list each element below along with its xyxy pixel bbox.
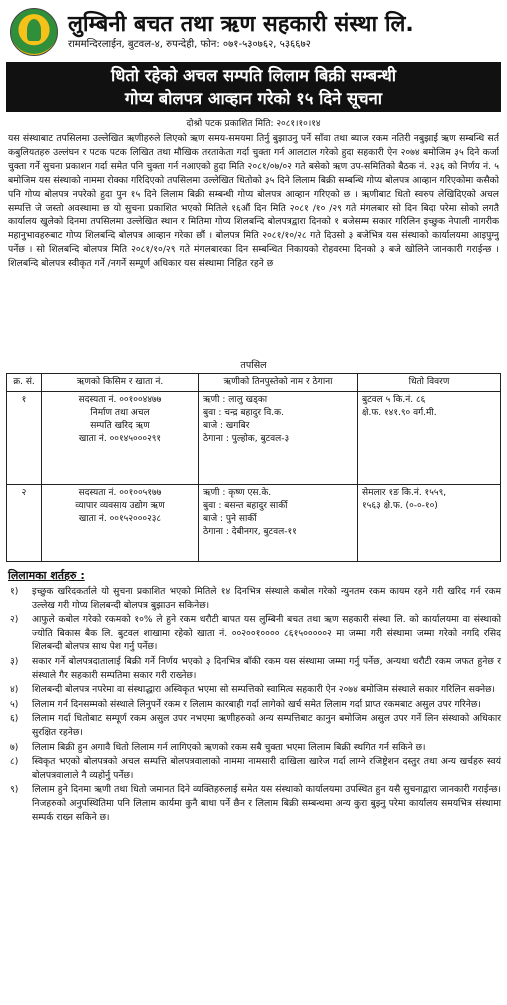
condition-text: आफुले कबोल गरेको रकमको १०% ले हुने रकम धरौटी बापत यस लुम्बिनी बचत तथा ऋण सहकारी संस्था लि. को कार्यालयमा वा संस्थाको ज्योति बिकास बैक लि. बुटवल शाखामा रहेको खाता नं. ००२००१०००० ८६१५०००००२ मा जम्मा गरी संस्थामा जम्मा गरेको नगदि रसिद शिलबन्दी बोलपत्र साथ पेश गर्नु पर्नेछ।	[32, 614, 501, 653]
borrower-address: ठेगाना : पुल्होक, बुटवल-३	[203, 434, 290, 444]
borrower-grandfather: बाजे : खगबिर	[203, 421, 250, 431]
org-address: राममन्दिरलाईन, बुटवल-४, रुपन्देही, फोन: ०७१-५३०७६२, ५३६६७२	[68, 39, 311, 50]
borrower-grandfather: बाजे : पुने सार्की	[203, 514, 257, 524]
loan-membership: सदस्यता नं. ००१००४४७७	[78, 395, 162, 405]
list-item	[6, 683, 501, 697]
condition-number: ६)	[10, 713, 19, 725]
header-borrower: ऋणीको तिनपुस्तेको नाम र ठेगाना	[199, 374, 358, 392]
condition-number: २)	[10, 614, 19, 626]
condition-number: १)	[10, 586, 19, 597]
intro-paragraph: यस संस्थाबाट तपसिलमा उल्लेखित ऋणीहरुले लिएको ऋण समय-समयमा तिर्नु बुझाउनु पर्ने साँवा तथा ब्याज रकम नतिरी नबुझाई ऋण सम्बन्धि सर्त कबुलियतहरु उल्लंघन र पटक पटक लिखित तथा मौखिक तरताकेता गर्दा चुक्ता गर्न आलटाल गरेको हुदा सहकारी ऐन २०७४ बमोजिम ३५ दिने कर्जा चुक्ता गर्ने सुचना प्रकाशन गर्दा समेत पनि चुक्ता गर्न नआएको हुदा मिति २०८१/०७/०२ गते बसेको ऋण उप-समितिको बैठक नं. २३६ को निर्णय नं. ५ बमोजिम यस संस्थाको नाममा रोक्का गरिदिएको तपसिलमा उल्लेखित धितोको ३५ दिने लिलाम बिक्री सम्बन्धि गोप्य बोलपत्र आव्हान गरिएकोमा कसैको पनि गोप्य बोलपत्र नपरेको हुदा पुन १५ दिने लिलाम बिक्री सम्बन्धी गोप्य बोलपत्र आव्हान गरिएको छ । ऋणीबाट धितो स्वरुप लेखिदिएको अचल सम्पत्ति जे जस्तो अवस्थामा छ यो सुचना प्रकाशित भएको मितिले १६औं दिन मिति २०८१ /१० /२९ गते मंगलबार सो दिन बिदा परेमा सोको लगतै कार्यालय खुलेको दिनमा तपसिलमा उल्लेखित स्थान र मितिमा गोप्य शिलबन्दि बोलपत्रद्वारा दिनको १ बजेसम्म सकार गरिलिन इच्छुक नेपाली नागरीक महानुभावहरुबाट गोप्य शिलबन्दि बोलपत्र आव्हान गरेका छौं । बोलपत्र मिति २०८१/१०/२८ गते दिउसो ३ बजेभित्र यस संस्थाको कार्यालयमा आइपुग्नु पर्नेछ । सो शिलबन्दि बोलपत्र मिति २०८१/१०/२९ गते मंगलबारका दिन सम्बन्धित निकायको रोहवरमा दिनको ३ बजे खोलिने जानकारी गराईन्छ । शिलबन्दि बोलपत्र स्वीकृत गर्ने /नगर्ने सम्पूर्ण अधिकार यस संस्थामा निहित रहने छ	[8, 133, 499, 270]
table-header-row	[7, 374, 501, 392]
collateral-plot: बुटवल ५ कि.नं. ८६	[362, 395, 426, 405]
condition-text: शिलबन्दी बोलपत्र नपरेमा वा संस्थाद्धारा अस्विकृत भएमा सो सम्पत्तिको स्वामित्व सहकारी ऐन २०७४ बमोजिम संस्थाले सकार गरिलिन सक्नेछ।	[32, 684, 496, 696]
publication-date: दोश्रो पटक प्रकाशित मिति: २०८१।१०।१४	[186, 119, 321, 129]
collateral-area: १५६३ क्षे.फ. (०-०-१०)	[362, 501, 438, 511]
loan-account: खाता नं. ००१४५०००२९१	[78, 434, 162, 444]
condition-text: लिलाम गर्न दिनसम्मको संस्थाले लिनुपर्ने रकम र लिलाम कारबाही गर्दा लागेको खर्च समेत लिलाम गर्दा प्राप्त रकमबाट असुल उपर गरिनेछ।	[32, 698, 481, 710]
notice-title-line1: धितो रहेको अचल सम्पति लिलाम बिक्री सम्बन्धी	[110, 66, 397, 85]
condition-number: ४)	[10, 684, 19, 696]
row-borrower	[199, 392, 358, 485]
list-item	[6, 755, 501, 782]
condition-text: लिलाम बिक्री हुन अगावै धितो लिलाम गर्न लागिएको ऋणको रकम सबै चुक्ता भएमा लिलाम बिक्री स्थगित गर्न सकिने छ।	[32, 741, 426, 753]
list-item	[6, 712, 501, 739]
condition-number: ३)	[10, 655, 19, 667]
row-borrower	[199, 485, 358, 562]
loan-type-cont: सम्पति खरिद ऋण	[90, 421, 150, 431]
header-text	[68, 12, 501, 52]
row-loan	[42, 485, 199, 562]
condition-number: ५)	[10, 698, 19, 710]
list-item	[6, 585, 501, 612]
borrower-name: ऋणी : लालु खड्का	[203, 395, 268, 405]
conditions-title: लिलामका शर्तहरु :	[8, 569, 85, 582]
condition-text: इच्छुक खरिदकर्ताले यो सुचना प्रकाशित भएको मितिले १४ दिनभित्र संस्थाले कबोल गरेको न्युनतम रकम कायम रहने गरी खरिद गर्न रकम उल्लेख गरी गोप्य शिलबन्दी बोलपत्र बुझाउन सकिनेछ।	[32, 586, 501, 611]
notice-title-line2: गोप्य बोलपत्र आव्हान गरेको १५ दिने सूचना	[124, 89, 383, 108]
borrower-father: बुवा : चन्द्र बहादुर वि.क.	[203, 408, 284, 418]
header-sn: क्र. सं.	[7, 374, 42, 392]
condition-number: ७)	[10, 741, 19, 753]
notice-title	[6, 62, 501, 112]
condition-text: लिलाम गर्दा धितोबाट सम्पूर्ण रकम असुल उपर नभएमा ऋणीहरुको अन्य सम्पत्तिबाट कानुन बमोजिम असुल उपर गर्ने लिन संस्थाको अधिकार सुरक्षित रहनेछ।	[32, 713, 501, 738]
list-item	[6, 741, 501, 755]
collateral-area: क्षे.फ. १४१.९० वर्ग.मी.	[362, 408, 437, 418]
condition-text: सकार गर्ने बोलपत्रदातालाई बिक्री गर्ने निर्णय भएको ३ दिनभित्र बाँकी रकम यस संस्थामा जम्मा गर्नु पर्नेछ, अन्यथा धरौटी रकम जफत हुनेछ र संस्थाले गैर सहकारी सम्पतिमा सकार गरी राख्नेछ।	[32, 655, 501, 681]
row-sn: २	[7, 485, 42, 562]
row-collateral	[358, 485, 501, 562]
condition-number: ९)	[10, 784, 19, 796]
condition-text: लिलाम हुने दिनमा ऋणी तथा धितो जमानत दिने व्यक्तिहरुलाई समेत यस संस्थाको कार्यालयमा उपस्थित हुन यसै सुचनाद्वारा जानकारी गराईन्छ। निजहरुको अनुपस्थितिमा पनि लिलाम कार्यमा कुनै बाधा पर्ने छैन र लिलाम बिक्री सम्बन्धमा अन्य कुरा बुझ्नु परेमा कार्यालय समयभित्र संस्थामा सम्पर्क राख्न सकिने छ।	[32, 784, 501, 823]
cooperative-logo	[10, 8, 58, 56]
table-caption: तपसिल	[240, 360, 267, 371]
row-collateral	[358, 392, 501, 485]
condition-number: ८)	[10, 756, 19, 768]
borrower-address: ठेगाना : देबीनगर, बुटवल-११	[203, 527, 297, 537]
list-item	[6, 655, 501, 682]
list-item	[6, 698, 501, 712]
loan-membership: सदस्यता नं. ००१००५१७७	[78, 488, 162, 498]
conditions-list	[6, 585, 501, 824]
header-collateral: धितो विवरण	[358, 374, 501, 392]
list-item	[6, 613, 501, 654]
loan-type: व्यापार व्यवसाय उद्योग ऋण	[75, 501, 165, 511]
row-loan	[42, 392, 199, 485]
list-item	[6, 783, 501, 824]
header-loan: ऋणको किसिम र खाता नं.	[42, 374, 199, 392]
borrower-father: बुवा : बसन्त बहादुर सार्की	[203, 501, 288, 511]
table-row	[7, 392, 501, 485]
org-name: लुम्बिनी बचत तथा ऋण सहकारी संस्था लि.	[68, 12, 414, 37]
header	[6, 4, 501, 60]
details-table	[6, 373, 501, 562]
loan-type: निर्माण तथा अचल	[90, 408, 150, 418]
borrower-name: ऋणी : कृष्ण एस.के.	[203, 488, 272, 498]
table-row	[7, 485, 501, 562]
condition-text: स्विकृत भएको बोलपत्रको अचल सम्पत्ति बोलपत्रवालाको नाममा नामसारी दाखिला खारेज गर्दा लाग्ने रजिष्ट्रेशन दस्तुर तथा अन्य खर्चहरु स्वयं बोलपत्रवालाले नै व्यहोर्नु पर्नेछ।	[32, 756, 501, 781]
collateral-plot: सेमलार १ङ कि.नं. १५५९,	[362, 488, 447, 498]
loan-account: खाता नं. ००१५२०००२३८	[78, 514, 162, 524]
row-sn: १	[7, 392, 42, 485]
